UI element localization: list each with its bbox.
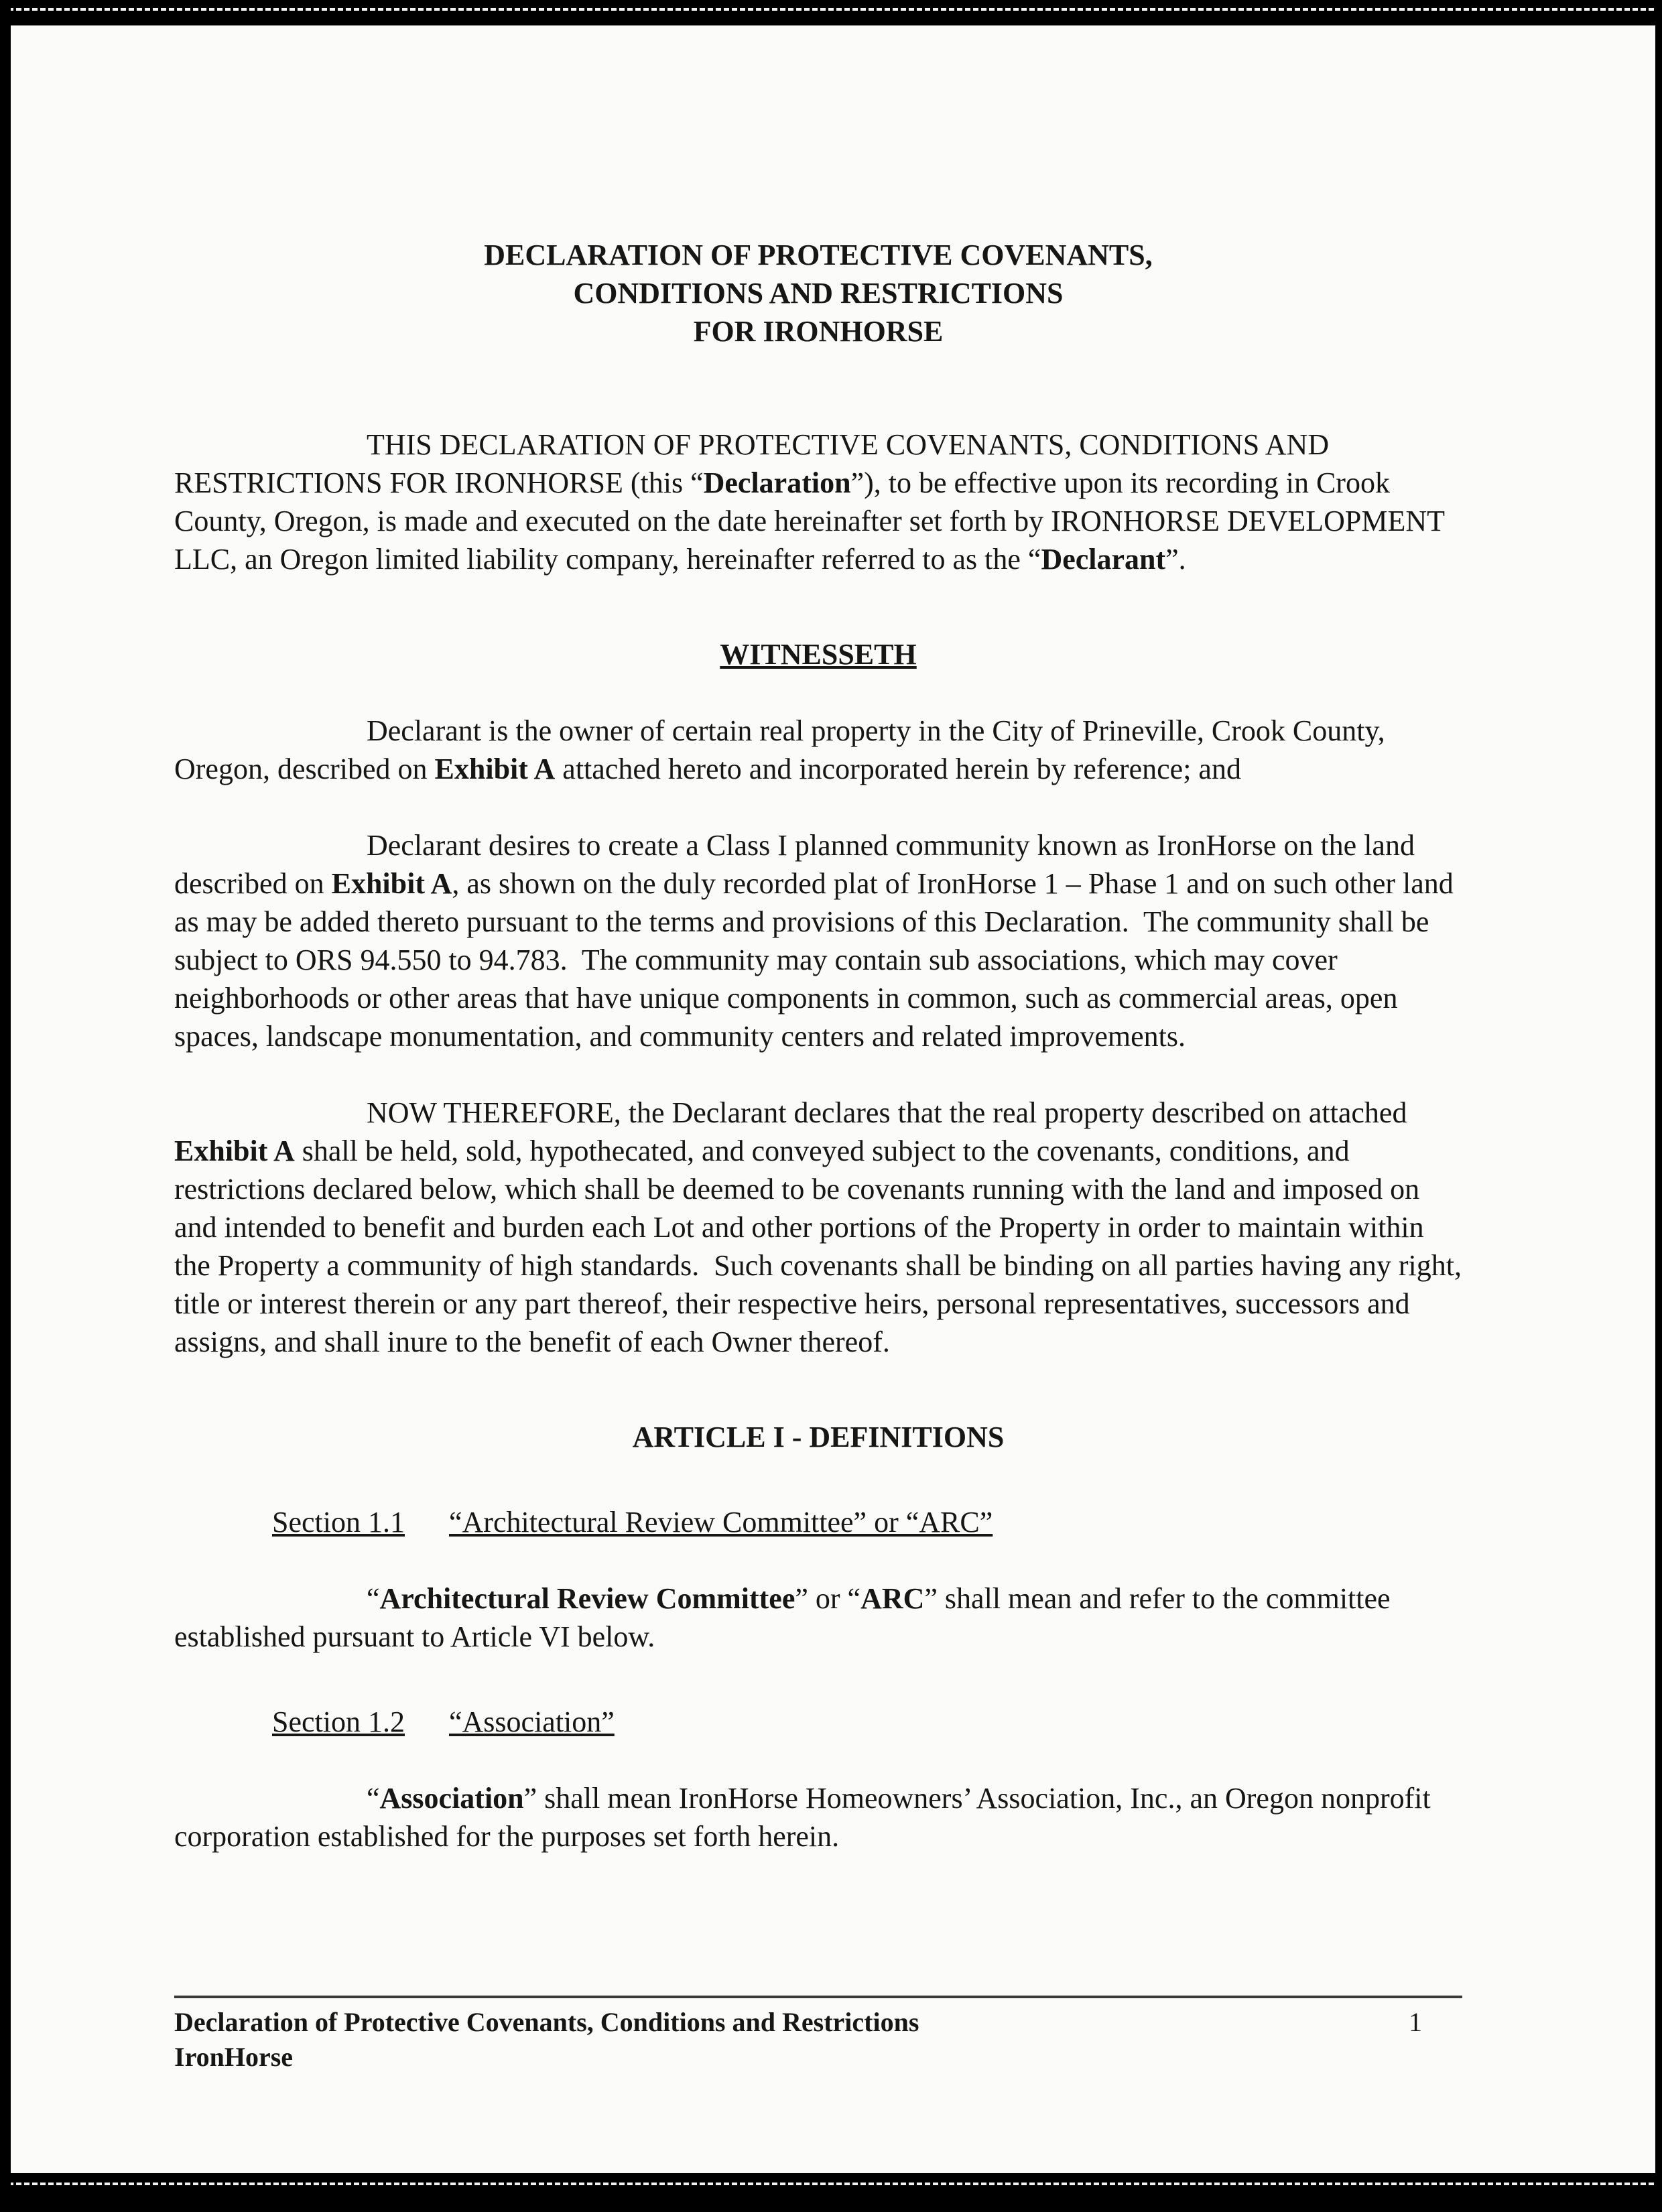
scan-border-left — [0, 0, 11, 2212]
paragraph-witness-1: Declarant is the owner of certain real property in the City of Prineville, Crook County, Oregon, described on Exhibit A attached hereto and incorporated herein by reference; and — [174, 714, 1393, 785]
witnesseth-heading: WITNESSETH — [720, 638, 917, 671]
scan-border-bottom — [0, 2173, 1662, 2212]
section-1-2-heading: Section 1.2 “Association” — [272, 1705, 615, 1738]
scan-dash-line-top — [0, 8, 1662, 11]
section-1-2-body: “Association” shall mean IronHorse Homeowners’ Association, Inc., an Oregon nonprofit corporation established for the purposes set forth herein. — [174, 1782, 1438, 1853]
title-line-1: DECLARATION OF PROTECTIVE COVENANTS, — [484, 239, 1153, 271]
scan-dash-line-bottom — [0, 2183, 1662, 2185]
paragraph-witness-2: Declarant desires to create a Class I planned community known as IronHorse on the land described on Exhibit A, as shown on the duly recorded plat of IronHorse 1 – Phase 1 and on such other land as may be added thereto pursuant to the terms and provisions of this Declaration. The community shall be subject to ORS 94.550 to 94.783. The community may contain sub associations, which may cover neighborhoods or other areas that have unique components in common, such as commercial areas, open spaces, landscape monumentation, and community centers and related improvements. — [174, 829, 1461, 1053]
paragraph-now-therefore: NOW THEREFORE, the Declarant declares that the real property described on attached Exhibit A shall be held, sold, hypothecated, and conveyed subject to the covenants, conditions, and restrictions declared below, which shall be deemed to be covenants running with the land and imposed on and intended to benefit and burden each Lot and other portions of the Property in order to maintain within the Property a community of high standards. Such covenants shall be binding on all parties having any right, title or interest therein or any part thereof, their respective heirs, personal representatives, successors and assigns, and shall inure to the benefit of each Owner thereof. — [174, 1096, 1469, 1358]
page-number: 1 — [1409, 2007, 1422, 2037]
scan-border-right — [1655, 0, 1662, 2212]
scan-border-top — [0, 0, 1662, 25]
section-1-1-body: “Architectural Review Committee” or “ARC” shall mean and refer to the committee established pursuant to Article VI below. — [174, 1582, 1398, 1653]
document-body — [174, 236, 1469, 1894]
footer-line-2: IronHorse — [174, 2042, 294, 2072]
footer-line-1: Declaration of Protective Covenants, Conditions and Restrictions — [174, 2007, 919, 2037]
title-line-3: FOR IRONHORSE — [693, 315, 944, 348]
section-1-1-heading: Section 1.1 “Architectural Review Committee” or “ARC” — [272, 1506, 993, 1539]
title-line-2: CONDITIONS AND RESTRICTIONS — [573, 277, 1064, 310]
footer-title — [174, 2005, 919, 2075]
article-1-heading: ARTICLE I - DEFINITIONS — [632, 1421, 1005, 1453]
page-footer — [174, 1996, 1462, 2075]
paragraph-intro: THIS DECLARATION OF PROTECTIVE COVENANTS, CONDITIONS AND RESTRICTIONS FOR IRONHORSE (this “Declaration”), to be effective upon its recording in Crook County, Oregon, is made and executed on the date hereinafter set forth by IRONHORSE DEVELOPMENT LLC, an Oregon limited liability company, hereinafter referred to as the “Declarant”. — [174, 428, 1452, 576]
document-title — [174, 236, 1462, 350]
